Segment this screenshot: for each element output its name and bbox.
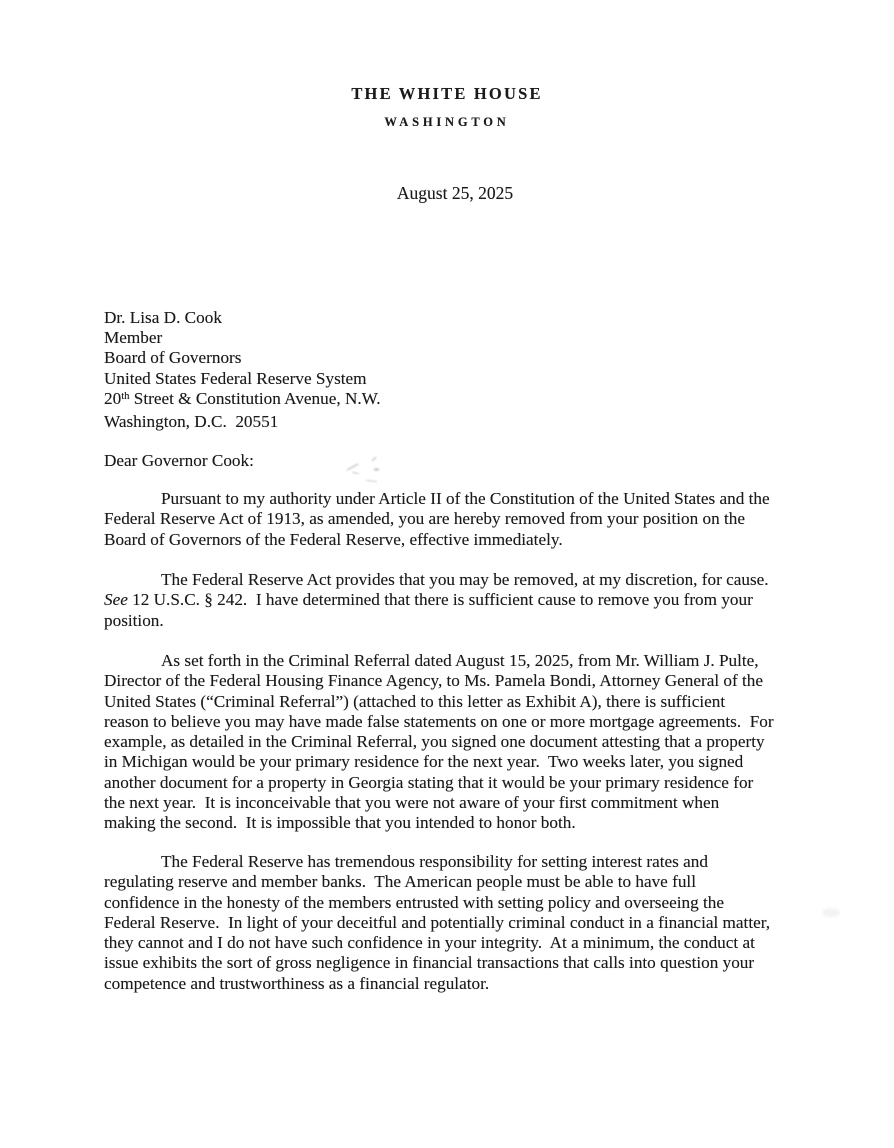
paragraph-cause-statute: [104, 570, 824, 631]
text-line: they cannot and I do not have such confidence in your integrity. At a minimum, the conduct at: [104, 933, 755, 953]
text-line: reason to believe you may have made false statements on one or more mortgage agreements. For: [104, 711, 774, 731]
paragraph-removal-authority: [104, 489, 824, 550]
letter-date: August 25, 2025: [396, 183, 514, 203]
text-line: position.: [104, 610, 164, 630]
letterhead-title: THE WHITE HOUSE: [351, 84, 543, 103]
paragraph-criminal-referral: [104, 651, 824, 834]
text-line: Board of Governors: [104, 348, 242, 368]
scan-artifact-faint: [822, 908, 840, 917]
scan-smudge-mark: [374, 468, 379, 471]
text-line: the next year. It is inconceivable that you were not aware of your first commitment when: [104, 793, 720, 813]
text-line: The Federal Reserve has tremendous responsibility for setting interest rates and: [161, 852, 708, 871]
text-line: example, as detailed in the Criminal Referral, you signed one document attesting that a property: [104, 732, 765, 752]
paragraph-federal-reserve-confidence: [104, 852, 824, 994]
text-line: Board of Governors of the Federal Reserve, effective immediately.: [104, 529, 563, 549]
text-line: another document for a property in Georgia stating that it would be your primary residence for: [104, 772, 754, 792]
text-line: Director of the Federal Housing Finance Agency, to Ms. Pamela Bondi, Attorney General of the: [104, 671, 764, 691]
text-line: Federal Reserve Act of 1913, as amended, you are hereby removed from your position on the: [104, 509, 745, 529]
text-line: The Federal Reserve Act provides that you may be removed, at my discretion, for cause.: [161, 570, 769, 589]
text-line: Pursuant to my authority under Article II of the Constitution of the United States and the: [161, 489, 770, 508]
text-line: Federal Reserve. In light of your deceitful and potentially criminal conduct in a financial matter,: [104, 912, 771, 932]
text-line: Washington, D.C. 20551: [104, 412, 279, 432]
text-line: See 12 U.S.C. § 242. I have determined that there is sufficient cause to remove you from your: [104, 590, 753, 610]
scan-smudge-mark: [352, 471, 359, 474]
text-line: regulating reserve and member banks. The American people must be able to have full: [104, 872, 696, 892]
salutation: Dear Governor Cook:: [104, 451, 254, 470]
text-line: United States (“Criminal Referral”) (attached to this letter as Exhibit A), there is sufficient: [104, 691, 726, 711]
text-line: competence and trustworthiness as a financial regulator.: [104, 973, 490, 993]
text-line: 20th Street & Constitution Avenue, N.W.: [104, 388, 381, 408]
letterhead-subtitle: WASHINGTON: [384, 115, 510, 129]
text-line: issue exhibits the sort of gross negligence in financial transactions that calls into question your: [104, 953, 755, 973]
text-line: making the second. It is impossible that you intended to honor both.: [104, 813, 576, 833]
text-line: Dr. Lisa D. Cook: [104, 308, 222, 327]
text-line: As set forth in the Criminal Referral dated August 15, 2025, from Mr. William J. Pulte,: [161, 651, 759, 670]
recipient-address-block: [104, 308, 824, 432]
text-line: United States Federal Reserve System: [104, 368, 367, 388]
text-line: in Michigan would be your primary residence for the next year. Two weeks later, you signed: [104, 752, 744, 772]
scan-smudge-mark: [366, 479, 377, 482]
text-line: Member: [104, 328, 163, 348]
text-line: confidence in the honesty of the members entrusted with setting policy and overseeing the: [104, 892, 725, 912]
